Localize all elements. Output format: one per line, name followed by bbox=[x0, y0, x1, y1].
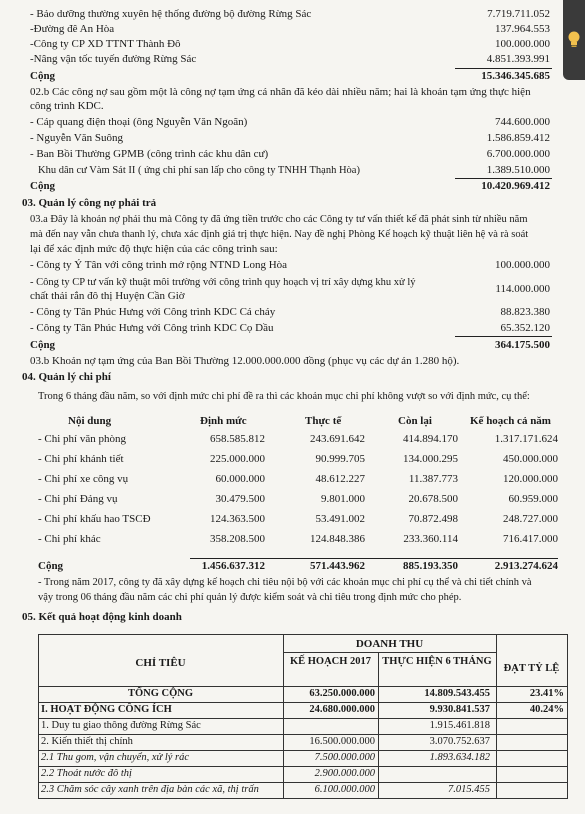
rev-row-2-thuchien: 1.915.461.818 bbox=[429, 720, 490, 731]
s03-p2: mà đến nay vẫn chưa thanh lý, chưa xác định giá trị thực hiện. Nay đề nghị Phòng Kế hoạch kỹ thuật liên hệ và rà soát bbox=[30, 229, 529, 240]
cost-row-1-label: - Chi phí khánh tiết bbox=[38, 453, 124, 465]
top-item-1-value: 137.964.553 bbox=[495, 23, 550, 35]
rev-row-0-thuchien: 14.809.543.455 bbox=[424, 688, 490, 699]
s02b-item-0-value: 744.600.000 bbox=[495, 116, 550, 128]
s02b-item-0-label: - Cáp quang điện thoại (ông Nguyễn Văn Ngoãn) bbox=[30, 116, 248, 128]
cost-row-1-thucte: 90.999.705 bbox=[315, 453, 365, 465]
cost-row-5-dinhmuc: 358.208.500 bbox=[210, 533, 265, 545]
rev-h-kehoach: KẾ HOẠCH 2017 bbox=[289, 656, 372, 667]
s03-item-1-label: - Công ty CP tư vấn kỹ thuật môi trường với công trình quy hoạch vị trí xây dựng khu xử lý bbox=[30, 277, 416, 288]
s02b-total-value: 10.420.969.412 bbox=[481, 180, 550, 192]
rev-row-3-kehoach: 16.500.000.000 bbox=[309, 736, 375, 747]
s02b-item-3-label: Khu dân cư Vàm Sát II ( ứng chi phí san lấp cho công ty TNHH Thạnh Hòa) bbox=[38, 165, 360, 176]
s04-h-kehoach: Kế hoạch cả năm bbox=[470, 415, 551, 427]
subtotal-rule-1 bbox=[455, 68, 552, 69]
rev-row-3-thuchien: 3.070.752.637 bbox=[429, 736, 490, 747]
s04-intro: Trong 6 tháng đầu năm, so với định mức chi phí đề ra thì các khoản mục chi phí không vượt so với định mức, cụ thể: bbox=[38, 391, 530, 402]
s02b-item-1-label: - Nguyễn Văn Suông bbox=[30, 132, 123, 144]
cost-row-4-conlai: 70.872.498 bbox=[408, 513, 458, 525]
subtotal-rule-3 bbox=[455, 336, 552, 337]
rev-row-5-label: 2.2 Thoát nước đô thị bbox=[41, 768, 132, 779]
s03-title: 03. Quản lý công nợ phải trả bbox=[22, 197, 157, 209]
cost-row-0-conlai: 414.894.170 bbox=[403, 433, 458, 445]
s04-note2: vậy trong 06 tháng đầu năm các chi phí quản lý được kiểm soát và chi tiêu trong định mức cho phép. bbox=[38, 592, 462, 603]
s03-item-1-label2: chất thải rắn đô thị Huyện Cần Giờ bbox=[30, 290, 185, 302]
s03-item-0-label: - Công ty Ý Tân với công trình mở rộng NTND Long Hòa bbox=[30, 259, 288, 271]
s03-item-2-value: 88.823.380 bbox=[500, 306, 550, 318]
cost-row-4-label: - Chi phí khấu hao TSCĐ bbox=[38, 513, 151, 525]
cost-total-dinhmuc: 1.456.637.312 bbox=[201, 560, 265, 572]
cost-row-5-label: - Chi phí khác bbox=[38, 533, 101, 545]
rev-row-6-kehoach: 6.100.000.000 bbox=[314, 784, 375, 795]
s04-title: 04. Quản lý chi phí bbox=[22, 371, 111, 383]
rev-row-2-label: 1. Duy tu giao thông đường Rừng Sác bbox=[41, 720, 201, 731]
s03-item-0-value: 100.000.000 bbox=[495, 259, 550, 271]
cost-row-3-kehoach: 60.959.000 bbox=[508, 493, 558, 505]
s02b-item-3-value: 1.389.510.000 bbox=[486, 164, 550, 176]
total1-value: 15.346.345.685 bbox=[481, 70, 550, 82]
cost-row-2-label: - Chi phí xe công vụ bbox=[38, 473, 129, 485]
s03-item-3-label: - Công ty Tân Phúc Hưng với Công trình KDC Cọ Dầu bbox=[30, 322, 274, 334]
top-item-2-value: 100.000.000 bbox=[495, 38, 550, 50]
rev-row-4-kehoach: 7.500.000.000 bbox=[314, 752, 375, 763]
cost-row-1-dinhmuc: 225.000.000 bbox=[210, 453, 265, 465]
cost-row-2-conlai: 11.387.773 bbox=[408, 473, 458, 485]
rev-row-0-kehoach: 63.250.000.000 bbox=[309, 688, 375, 699]
top-item-2-label: -Công ty CP XD TTNT Thành Đô bbox=[30, 38, 181, 50]
cost-row-1-conlai: 134.000.295 bbox=[403, 453, 458, 465]
cost-total-label: Cộng bbox=[38, 560, 64, 572]
cost-row-0-kehoach: 1.317.171.624 bbox=[494, 433, 558, 445]
s04-h-noidung: Nội dung bbox=[68, 415, 112, 427]
s02b-line2: công trình KDC. bbox=[30, 100, 104, 112]
rev-row-6-label: 2.3 Chăm sóc cây xanh trên địa bàn các xã, thị trấn bbox=[41, 784, 259, 795]
s02b-line1: 02.b Các công nợ sau gồm một là công nợ tạm ứng cá nhân đã kéo dài nhiều năm; hai là khoản tạm ứng thực hiện bbox=[30, 86, 531, 98]
rev-row-0-label: TỔNG CỘNG bbox=[127, 688, 194, 699]
cost-row-1-kehoach: 450.000.000 bbox=[503, 453, 558, 465]
s03-total-label: Cộng bbox=[30, 339, 56, 351]
s02b-item-2-label: - Ban Bồi Thường GPMB (công trình các khu dân cư) bbox=[30, 148, 269, 160]
s03-p1: 03.a Đây là khoản nợ phải thu mà Công ty đã ứng tiền trước cho các Công ty tư vấn thiết kế đã phát sinh từ nhiều năm bbox=[30, 214, 528, 225]
top-item-0-label: - Bảo dưỡng thường xuyên hệ thống đường bộ đường Rừng Sác bbox=[30, 8, 312, 20]
s03-p3: lại để xác định mức độ thực hiện của các công trình sau: bbox=[30, 243, 278, 255]
rev-h-doanhthu: DOANH THU bbox=[355, 638, 424, 650]
rev-row-5-kehoach: 2.900.000.000 bbox=[314, 768, 375, 779]
rev-row-4-label: 2.1 Thu gom, vận chuyển, xử lý rác bbox=[41, 752, 190, 763]
rev-row-6-thuchien: 7.015.455 bbox=[448, 784, 490, 795]
cost-row-3-dinhmuc: 30.479.500 bbox=[215, 493, 265, 505]
cost-row-5-kehoach: 716.417.000 bbox=[503, 533, 558, 545]
rev-row-4-thuchien: 1.893.634.182 bbox=[429, 752, 490, 763]
cost-row-2-thucte: 48.612.227 bbox=[315, 473, 365, 485]
cost-row-4-dinhmuc: 124.363.500 bbox=[210, 513, 265, 525]
s04-note1: - Trong năm 2017, công ty đã xây dựng kế hoạch chi tiêu nội bộ với các khoản mục chi phí cụ thể và chi tiết chính và bbox=[38, 577, 532, 588]
cost-row-0-thucte: 243.691.642 bbox=[310, 433, 365, 445]
rev-h-tyle: ĐẠT TỶ LỆ bbox=[503, 663, 560, 674]
top-item-1-label: -Đường đê An Hòa bbox=[30, 23, 115, 35]
s02b-item-2-value: 6.700.000.000 bbox=[486, 148, 550, 160]
rev-row-3-label: 2. Kiến thiết thị chính bbox=[41, 736, 133, 747]
cost-row-0-dinhmuc: 658.585.812 bbox=[210, 433, 265, 445]
cost-row-0-label: - Chi phí văn phòng bbox=[38, 433, 126, 445]
s04-h-dinhmuc: Định mức bbox=[200, 415, 247, 427]
total1-label: Cộng bbox=[30, 70, 56, 82]
cost-row-5-conlai: 233.360.114 bbox=[403, 533, 458, 545]
cost-total-thucte: 571.443.962 bbox=[310, 560, 365, 572]
cost-row-2-kehoach: 120.000.000 bbox=[503, 473, 558, 485]
cost-row-2-dinhmuc: 60.000.000 bbox=[215, 473, 265, 485]
cost-total-conlai: 885.193.350 bbox=[403, 560, 458, 572]
rev-row-1-kehoach: 24.680.000.000 bbox=[309, 704, 375, 715]
cost-row-3-thucte: 9.801.000 bbox=[321, 493, 365, 505]
cost-total-rule bbox=[190, 558, 558, 559]
s03-item-2-label: - Công ty Tân Phúc Hưng với Công trình KDC Cá cháy bbox=[30, 306, 276, 318]
s03-total-value: 364.175.500 bbox=[495, 339, 550, 351]
cost-row-5-thucte: 124.848.386 bbox=[310, 533, 365, 545]
rev-row-0-tyle: 23.41% bbox=[529, 688, 564, 699]
top-item-0-value: 7.719.711.052 bbox=[487, 8, 550, 20]
cost-row-4-thucte: 53.491.002 bbox=[315, 513, 365, 525]
s02b-total-label: Cộng bbox=[30, 180, 56, 192]
rev-h-thuchien: THỰC HIỆN 6 THÁNG bbox=[382, 656, 492, 667]
cost-row-3-conlai: 20.678.500 bbox=[408, 493, 458, 505]
s04-h-thucte: Thực tế bbox=[305, 415, 342, 427]
s05-title: 05. Kết quả hoạt động kinh doanh bbox=[22, 611, 182, 623]
subtotal-rule-2 bbox=[455, 178, 552, 179]
rev-row-1-label: I. HOẠT ĐỘNG CÔNG ÍCH bbox=[41, 704, 172, 715]
rev-h-chitieu: CHỈ TIÊU bbox=[135, 657, 186, 669]
rev-row-1-thuchien: 9.930.841.537 bbox=[429, 704, 490, 715]
rev-row-1-tyle: 40.24% bbox=[529, 704, 564, 715]
s02b-item-1-value: 1.586.859.412 bbox=[486, 132, 550, 144]
cost-row-3-label: - Chi phí Đảng vụ bbox=[38, 493, 118, 505]
hint-tab[interactable] bbox=[563, 0, 585, 80]
s04-h-conlai: Còn lại bbox=[398, 415, 432, 427]
top-item-3-value: 4.851.393.991 bbox=[486, 53, 550, 65]
cost-row-4-kehoach: 248.727.000 bbox=[503, 513, 558, 525]
s03-item-1-value: 114.000.000 bbox=[495, 283, 550, 295]
s03-item-3-value: 65.352.120 bbox=[500, 322, 550, 334]
top-item-3-label: -Nâng vận tốc tuyến đường Rừng Sác bbox=[30, 53, 197, 65]
cost-total-kehoach: 2.913.274.624 bbox=[494, 560, 558, 572]
s03-pb: 03.b Khoản nợ tạm ứng của Ban Bồi Thường 12.000.000.000 đồng (phục vụ các dự án 1.280 hộ). bbox=[30, 355, 460, 367]
